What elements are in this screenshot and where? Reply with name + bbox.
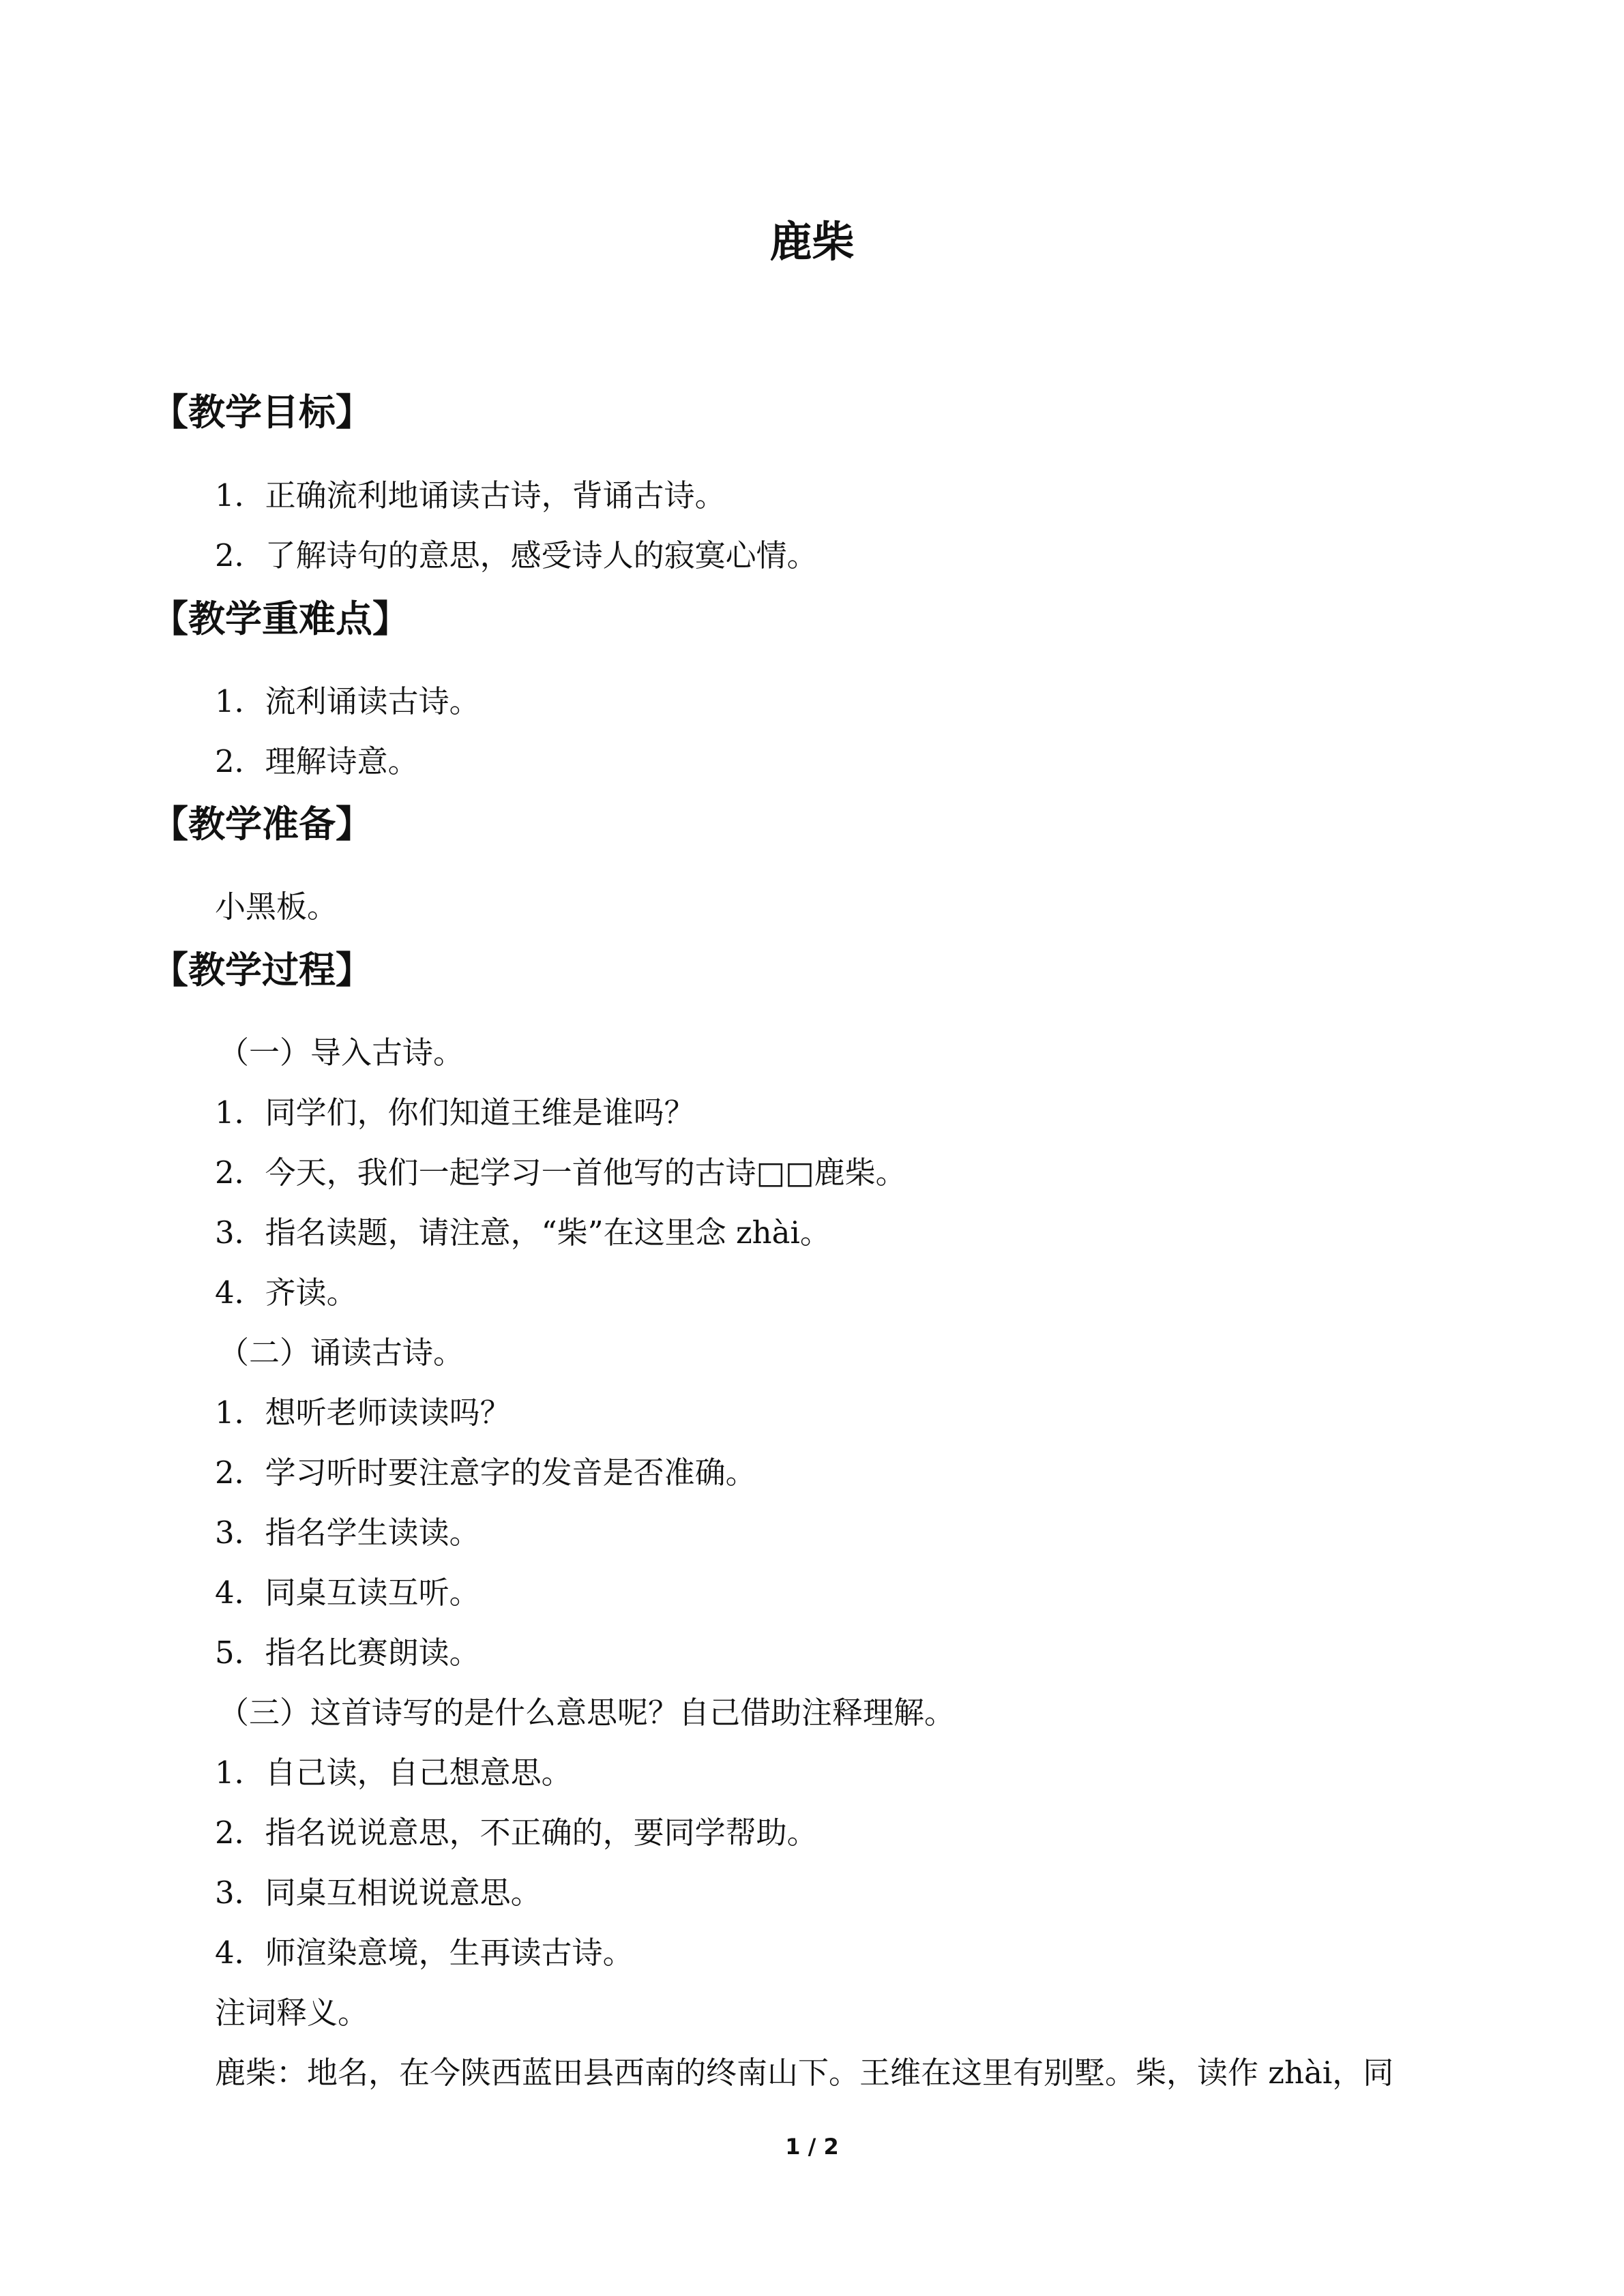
process-item: 5．指名比赛朗读。 [215,1635,480,1671]
process-subheading: （二）诵读古诗。 [218,1335,464,1371]
process-subheading: （三）这首诗写的是什么意思呢？自己借助注释理解。 [218,1695,956,1731]
process-item: 1．自己读，自己想意思。 [215,1755,572,1791]
key-point-item: 2．理解诗意。 [215,743,419,779]
process-item: 鹿柴：地名，在今陕西蓝田县西南的终南山下。王维在这里有别墅。柴，读作 zhài，同 [215,2055,1394,2091]
process-item: 3．同桌互相说说意思。 [215,1875,542,1911]
key-point-item: 1．流利诵读古诗。 [215,683,480,719]
process-item: 3．指名学生读读。 [215,1515,480,1551]
goal-item: 1．正确流利地诵读古诗，背诵古诗。 [215,477,726,513]
goal-item: 2．了解诗句的意思，感受诗人的寂寞心情。 [215,537,818,573]
process-item: 1．同学们，你们知道王维是谁吗？ [215,1094,695,1131]
process-item: 注词释义。 [215,1995,369,2031]
document-title: 鹿柴 [769,217,855,267]
process-item: 4．齐读。 [215,1274,357,1311]
process-item: 4．师渲染意境，生再读古诗。 [215,1935,634,1971]
process-item: 3．指名读题，请注意，“柴”在这里念 zhài。 [215,1214,831,1251]
process-item: 1．想听老师读读吗？ [215,1395,511,1431]
page-number: 1 / 2 [785,2134,839,2160]
process-item: 2．今天，我们一起学习一首他写的古诗□□鹿柴。 [215,1154,906,1191]
preparation-item: 小黑板。 [215,889,338,925]
section-heading-process: 【教学过程】 [151,949,372,992]
process-item: 4．同桌互读互听。 [215,1575,480,1611]
process-subheading: （一）导入古诗。 [218,1034,464,1071]
section-heading-goals: 【教学目标】 [151,391,372,434]
process-item: 2．指名说说意思，不正确的，要同学帮助。 [215,1815,818,1851]
section-heading-key-points: 【教学重难点】 [151,597,409,640]
process-item: 2．学习听时要注意字的发音是否准确。 [215,1455,756,1491]
section-heading-preparation: 【教学准备】 [151,803,372,846]
